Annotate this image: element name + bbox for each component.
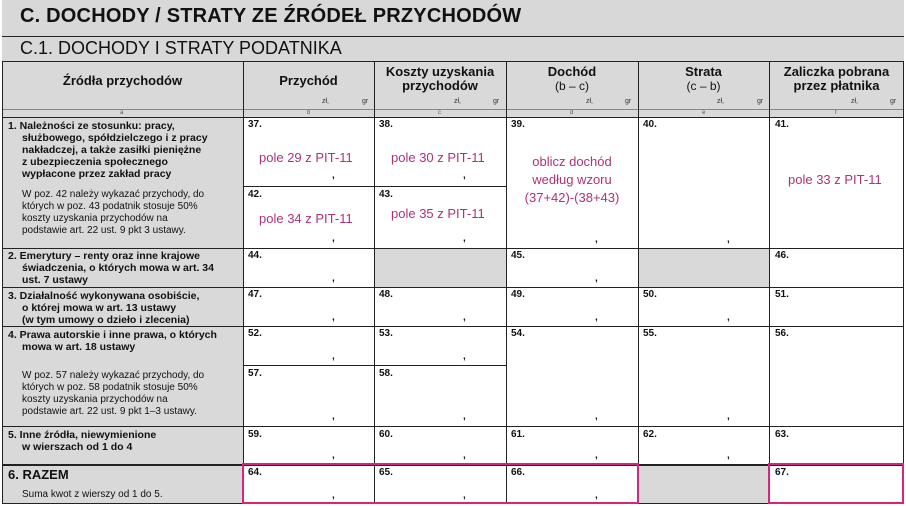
field-41-number: 41. bbox=[775, 119, 789, 130]
field-44-input[interactable] bbox=[244, 249, 374, 287]
row-2-label bbox=[8, 250, 240, 286]
grid-line bbox=[903, 61, 904, 504]
unit-zl: zł, bbox=[454, 98, 461, 105]
row-3-label-line: o której mowa w art. 13 ustawy bbox=[22, 302, 177, 314]
field-58-number: 58. bbox=[379, 368, 393, 379]
decimal-separator: , bbox=[463, 233, 466, 244]
row-4-note-line: których w poz. 58 podatnik stosuje 50% bbox=[22, 382, 198, 393]
col-header-advance bbox=[769, 65, 904, 93]
field-55-input[interactable] bbox=[639, 327, 769, 426]
decimal-separator: , bbox=[463, 411, 466, 422]
unit-zl: zł, bbox=[586, 98, 593, 105]
col-header-advance-line2: przez płatnika bbox=[793, 78, 880, 93]
section-header bbox=[2, 0, 904, 37]
field-52-input[interactable] bbox=[244, 327, 374, 365]
hint-field-43: pole 35 z PIT-11 bbox=[391, 206, 485, 221]
field-40-input[interactable] bbox=[639, 118, 769, 248]
field-57-input[interactable] bbox=[244, 366, 374, 426]
field-39-number: 39. bbox=[511, 119, 525, 130]
row-1-label-line: służbowego, spółdzielczego i z pracy bbox=[22, 132, 208, 144]
row-1-label-line: nakładczej, a także zasiłki pieniężne bbox=[22, 144, 202, 156]
decimal-separator: , bbox=[332, 273, 335, 284]
subsection-title: C.1. DOCHODY I STRATY PODATNIKA bbox=[20, 38, 342, 58]
field-46-input[interactable] bbox=[770, 249, 903, 287]
field-66-number: 66. bbox=[511, 467, 525, 478]
col-letter-e: e bbox=[702, 110, 706, 116]
hint-field-39-line: oblicz dochód bbox=[532, 154, 612, 169]
row-3-label-line: (w tym umowy o dzieło i zlecenia) bbox=[22, 314, 190, 326]
hint-field-41: pole 33 z PIT-11 bbox=[788, 172, 882, 187]
hint-field-38: pole 30 z PIT-11 bbox=[391, 150, 485, 165]
field-50-number: 50. bbox=[643, 289, 657, 300]
decimal-separator: , bbox=[595, 411, 598, 422]
field-55-number: 55. bbox=[643, 328, 657, 339]
field-63-number: 63. bbox=[775, 429, 789, 440]
row-1-note-line: koszty uzyskania przychodów na bbox=[22, 213, 168, 224]
row-3-label-line: 3. Działalność wykonywana osobiście, bbox=[8, 290, 200, 302]
col-header-advance-line1: Zaliczka pobrana bbox=[783, 64, 890, 79]
field-43-input[interactable] bbox=[375, 187, 506, 248]
hint-field-39-line: (37+42)-(38+43) bbox=[524, 190, 620, 205]
unit-gr: gr bbox=[757, 98, 764, 105]
row-1-label-line: z ubezpieczenia społecznego bbox=[22, 156, 168, 168]
col-header-loss-title: Strata bbox=[685, 64, 722, 79]
unit-zl: zł, bbox=[322, 98, 329, 105]
field-45-number: 45. bbox=[511, 250, 525, 261]
field-54-number: 54. bbox=[511, 328, 525, 339]
field-43-number: 43. bbox=[379, 189, 393, 200]
field-59-number: 59. bbox=[248, 429, 262, 440]
field-49-number: 49. bbox=[511, 289, 525, 300]
field-54-input[interactable] bbox=[507, 327, 638, 426]
disabled-cell-loss-row2 bbox=[638, 248, 769, 287]
highlight-box-totals bbox=[242, 463, 639, 504]
unit-gr: gr bbox=[362, 98, 369, 105]
decimal-separator: , bbox=[463, 490, 466, 501]
row-4-note-line: podstawie art. 22 ust. 9 pkt 1–3 ustawy. bbox=[22, 406, 197, 417]
field-37-number: 37. bbox=[248, 119, 262, 130]
subsection-header bbox=[2, 37, 904, 61]
field-65-number: 65. bbox=[379, 467, 393, 478]
row-4-label-line: 4. Prawa autorskie i inne prawa, o których bbox=[8, 329, 217, 341]
decimal-separator: , bbox=[595, 490, 598, 501]
decimal-separator: , bbox=[332, 170, 335, 181]
row-4-label-line: mowa w art. 18 ustawy bbox=[22, 341, 136, 353]
field-42-input[interactable] bbox=[244, 187, 374, 248]
row-2-label-line: ust. 7 ustawy bbox=[22, 274, 88, 286]
decimal-separator: , bbox=[463, 351, 466, 362]
decimal-separator: , bbox=[332, 450, 335, 461]
row-1-label-line: wypłacone przez zakład pracy bbox=[22, 168, 172, 180]
row-4-note bbox=[22, 370, 242, 418]
field-64-number: 64. bbox=[248, 467, 262, 478]
decimal-separator: , bbox=[595, 450, 598, 461]
field-62-input[interactable] bbox=[639, 427, 769, 464]
row-3-label bbox=[8, 290, 240, 326]
row-6-label: 6. RAZEM bbox=[8, 467, 69, 482]
field-60-input[interactable] bbox=[375, 427, 506, 464]
unit-gr: gr bbox=[625, 98, 632, 105]
unit-zl: zł, bbox=[717, 98, 724, 105]
row-5-label-line: w wierszach od 1 do 4 bbox=[22, 441, 133, 453]
unit-gr: gr bbox=[493, 98, 500, 105]
col-header-costs-line2: przychodów bbox=[402, 78, 478, 93]
decimal-separator: , bbox=[332, 233, 335, 244]
col-letter-b: b bbox=[307, 110, 311, 116]
field-56-input[interactable] bbox=[770, 327, 903, 426]
field-61-number: 61. bbox=[511, 429, 525, 440]
row-4-label bbox=[8, 329, 240, 353]
col-header-income: Przychód bbox=[279, 73, 338, 88]
hint-field-42: pole 34 z PIT-11 bbox=[259, 211, 353, 226]
col-letter-d: d bbox=[570, 110, 574, 116]
decimal-separator: , bbox=[595, 312, 598, 323]
field-42-number: 42. bbox=[248, 189, 262, 200]
col-header-profit-formula: (b – c) bbox=[554, 79, 589, 93]
field-51-number: 51. bbox=[775, 289, 789, 300]
field-44-number: 44. bbox=[248, 250, 262, 261]
decimal-separator: , bbox=[727, 234, 730, 245]
decimal-separator: , bbox=[595, 273, 598, 284]
decimal-separator: , bbox=[463, 170, 466, 181]
col-header-source: Źródła przychodów bbox=[62, 73, 183, 88]
field-51-input[interactable] bbox=[770, 288, 903, 326]
field-49-input[interactable] bbox=[507, 288, 638, 326]
field-62-number: 62. bbox=[643, 429, 657, 440]
row-4-note-line: koszty uzyskania przychodów na bbox=[22, 394, 168, 405]
highlight-box-advance-total bbox=[768, 463, 904, 504]
field-59-input[interactable] bbox=[244, 427, 374, 464]
row-1-note-line: W poz. 42 należy wykazać przychody, do bbox=[22, 189, 205, 200]
unit-gr: gr bbox=[890, 98, 897, 105]
field-38-number: 38. bbox=[379, 119, 393, 130]
decimal-separator: , bbox=[332, 490, 335, 501]
decimal-separator: , bbox=[727, 450, 730, 461]
row-5-label bbox=[8, 429, 240, 453]
field-58-input[interactable] bbox=[375, 366, 506, 426]
field-48-input[interactable] bbox=[375, 288, 506, 326]
field-40-number: 40. bbox=[643, 119, 657, 130]
decimal-separator: , bbox=[463, 312, 466, 323]
col-header-loss-formula: (c – b) bbox=[686, 79, 721, 93]
field-61-input[interactable] bbox=[507, 427, 638, 464]
field-53-input[interactable] bbox=[375, 327, 506, 365]
decimal-separator: , bbox=[727, 312, 730, 323]
decimal-separator: , bbox=[332, 351, 335, 362]
row-1-note-line: podstawie art. 22 ust. 9 pkt 3 ustawy. bbox=[22, 225, 186, 236]
disabled-cell-loss-row6 bbox=[638, 464, 769, 504]
row-1-note bbox=[22, 189, 242, 237]
field-45-input[interactable] bbox=[507, 249, 638, 287]
hint-field-39-line: według wzoru bbox=[532, 172, 612, 187]
row-2-label-line: 2. Emerytury – renty oraz inne krajowe bbox=[8, 250, 200, 262]
decimal-separator: , bbox=[727, 411, 730, 422]
grid-line bbox=[2, 61, 3, 504]
section-title: C. DOCHODY / STRATY ZE ŹRÓDEŁ PRZYCHODÓW bbox=[20, 5, 522, 27]
field-50-input[interactable] bbox=[639, 288, 769, 326]
field-47-number: 47. bbox=[248, 289, 262, 300]
col-letter-a: a bbox=[120, 110, 124, 116]
col-header-loss bbox=[638, 65, 769, 93]
unit-zl: zł, bbox=[851, 98, 858, 105]
decimal-separator: , bbox=[332, 411, 335, 422]
field-60-number: 60. bbox=[379, 429, 393, 440]
row-1-label-line: 1. Należności ze stosunku: pracy, bbox=[8, 120, 175, 132]
row-4-note-line: W poz. 57 należy wykazać przychody, do bbox=[22, 370, 205, 381]
field-41-input[interactable] bbox=[770, 118, 903, 248]
col-header-profit-title: Dochód bbox=[547, 64, 597, 79]
field-52-number: 52. bbox=[248, 328, 262, 339]
field-39-input[interactable] bbox=[507, 118, 638, 248]
col-header-profit bbox=[506, 65, 638, 93]
field-56-number: 56. bbox=[775, 328, 789, 339]
field-57-number: 57. bbox=[248, 368, 262, 379]
field-53-number: 53. bbox=[379, 328, 393, 339]
row-1-label bbox=[8, 120, 240, 180]
field-48-number: 48. bbox=[379, 289, 393, 300]
field-46-number: 46. bbox=[775, 250, 789, 261]
field-47-input[interactable] bbox=[244, 288, 374, 326]
col-header-costs-line1: Koszty uzyskania bbox=[385, 64, 495, 79]
row-6-note: Suma kwot z wierszy od 1 do 5. bbox=[22, 489, 163, 500]
decimal-separator: , bbox=[463, 450, 466, 461]
field-37-input[interactable] bbox=[244, 118, 374, 186]
disabled-cell-costs-row2 bbox=[374, 248, 506, 287]
decimal-separator: , bbox=[332, 312, 335, 323]
field-63-input[interactable] bbox=[770, 427, 903, 464]
col-header-costs bbox=[374, 65, 506, 93]
row-1-note-line: których w poz. 43 podatnik stosuje 50% bbox=[22, 201, 198, 212]
col-letter-c: c bbox=[438, 110, 441, 116]
row-2-label-line: świadczenia, o których mowa w art. 34 bbox=[22, 262, 214, 274]
col-letter-f: f bbox=[835, 110, 837, 116]
hint-field-37: pole 29 z PIT-11 bbox=[259, 150, 353, 165]
field-38-input[interactable] bbox=[375, 118, 506, 186]
decimal-separator: , bbox=[595, 234, 598, 245]
row-5-label-line: 5. Inne źródła, niewymienione bbox=[8, 429, 157, 441]
field-67-number: 67. bbox=[775, 467, 789, 478]
